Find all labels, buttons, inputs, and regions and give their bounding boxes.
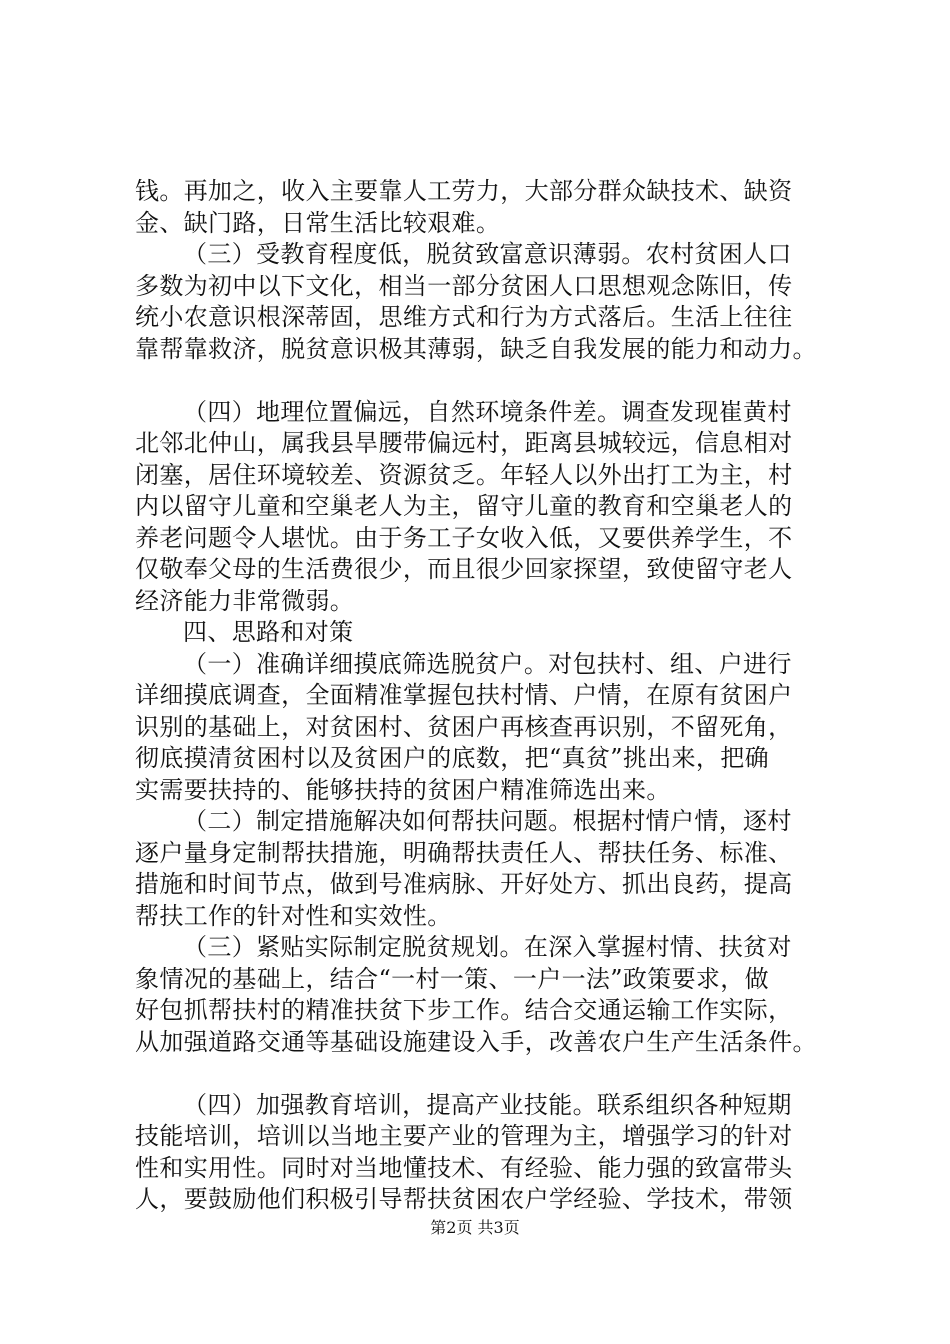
text-line: 识别的基础上，对贫困村、贫困户再核查再识别，不留死角， <box>135 712 793 741</box>
paragraph-start-line: （一）准确详细摸底筛选脱贫户。对包扶村、组、户进行 <box>183 649 792 678</box>
text-line: 养老问题令人堪忧。由于务工子女收入低，又要供养学生，不 <box>135 523 793 552</box>
document-body <box>135 176 825 1216</box>
text-line: 技能培训，培训以当地主要产业的管理为主，增强学习的针对 <box>135 1122 793 1150</box>
paragraph-start-line: （三）受教育程度低，脱贫致富意识薄弱。农村贫困人口 <box>183 240 792 268</box>
paragraph-start-line: （四）加强教育培训，提高产业技能。联系组织各种短期 <box>183 1090 792 1119</box>
text-line: 靠帮靠救济，脱贫意识极其薄弱，缺乏自我发展的能力和动力。 <box>135 334 817 363</box>
text-line: 帮扶工作的针对性和实效性。 <box>135 901 452 930</box>
text-line: 闭塞，居住环境较差、资源贫乏。年轻人以外出打工为主，村 <box>135 460 793 489</box>
text-line: 详细摸底调查，全面精准掌握包扶村情、户情，在原有贫困户 <box>135 681 793 709</box>
text-line: 措施和时间节点，做到号准病脉、开好处方、抓出良药，提高 <box>135 870 793 898</box>
paragraph-start-line: （三）紧贴实际制定脱贫规划。在深入掌握村情、扶贫对 <box>183 933 792 961</box>
text-line: 人，要鼓励他们积极引导帮扶贫困农户学经验、学技术，带领 <box>135 1185 793 1213</box>
text-line: 内以留守儿童和空巢老人为主，留守儿童的教育和空巢老人的 <box>135 492 793 520</box>
text-line: 金、缺门路，日常生活比较艰难。 <box>135 208 501 237</box>
text-line: 钱。再加之，收入主要靠人工劳力，大部分群众缺技术、缺资 <box>135 177 793 205</box>
text-line: 北邻北仲山，属我县旱腰带偏远村，距离县城较远，信息相对 <box>135 429 793 457</box>
blank-line <box>135 365 825 397</box>
text-line: 逐户量身定制帮扶措施，明确帮扶责任人、帮扶任务、标准、 <box>135 838 793 867</box>
paragraph-start-line: （四）地理位置偏远，自然环境条件差。调查发现崔黄村 <box>183 397 792 426</box>
text-line: 性和实用性。同时对当地懂技术、有经验、能力强的致富带头 <box>135 1153 793 1182</box>
text-line: 统小农意识根深蒂固，思维方式和行为方式落后。生活上往往 <box>135 303 793 331</box>
text-line: 好包抓帮扶村的精准扶贫下步工作。结合交通运输工作实际， <box>135 996 793 1024</box>
text-line: 实需要扶持的、能够扶持的贫困户精准筛选出来。 <box>135 775 671 804</box>
text-line: 象情况的基础上，结合“一村一策、一户一法”政策要求，做 <box>135 964 769 993</box>
blank-line <box>135 1058 825 1090</box>
text-line: 彻底摸清贫困村以及贫困户的底数，把“真贫”挑出来，把确 <box>135 744 769 772</box>
text-line: 从加强道路交通等基础设施建设入手，改善农户生产生活条件。 <box>135 1027 817 1056</box>
page-footer: 第2页 共3页 <box>430 1218 520 1237</box>
section-heading: 四、思路和对策 <box>183 618 354 646</box>
paragraph-start-line: （二）制定措施解决如何帮扶问题。根据村情户情，逐村 <box>183 807 792 835</box>
text-line: 仅敬奉父母的生活费很少，而且很少回家探望，致使留守老人 <box>135 555 793 583</box>
text-line: 经济能力非常微弱。 <box>135 586 355 615</box>
text-line: 多数为初中以下文化，相当一部分贫困人口思想观念陈旧，传 <box>135 271 793 300</box>
